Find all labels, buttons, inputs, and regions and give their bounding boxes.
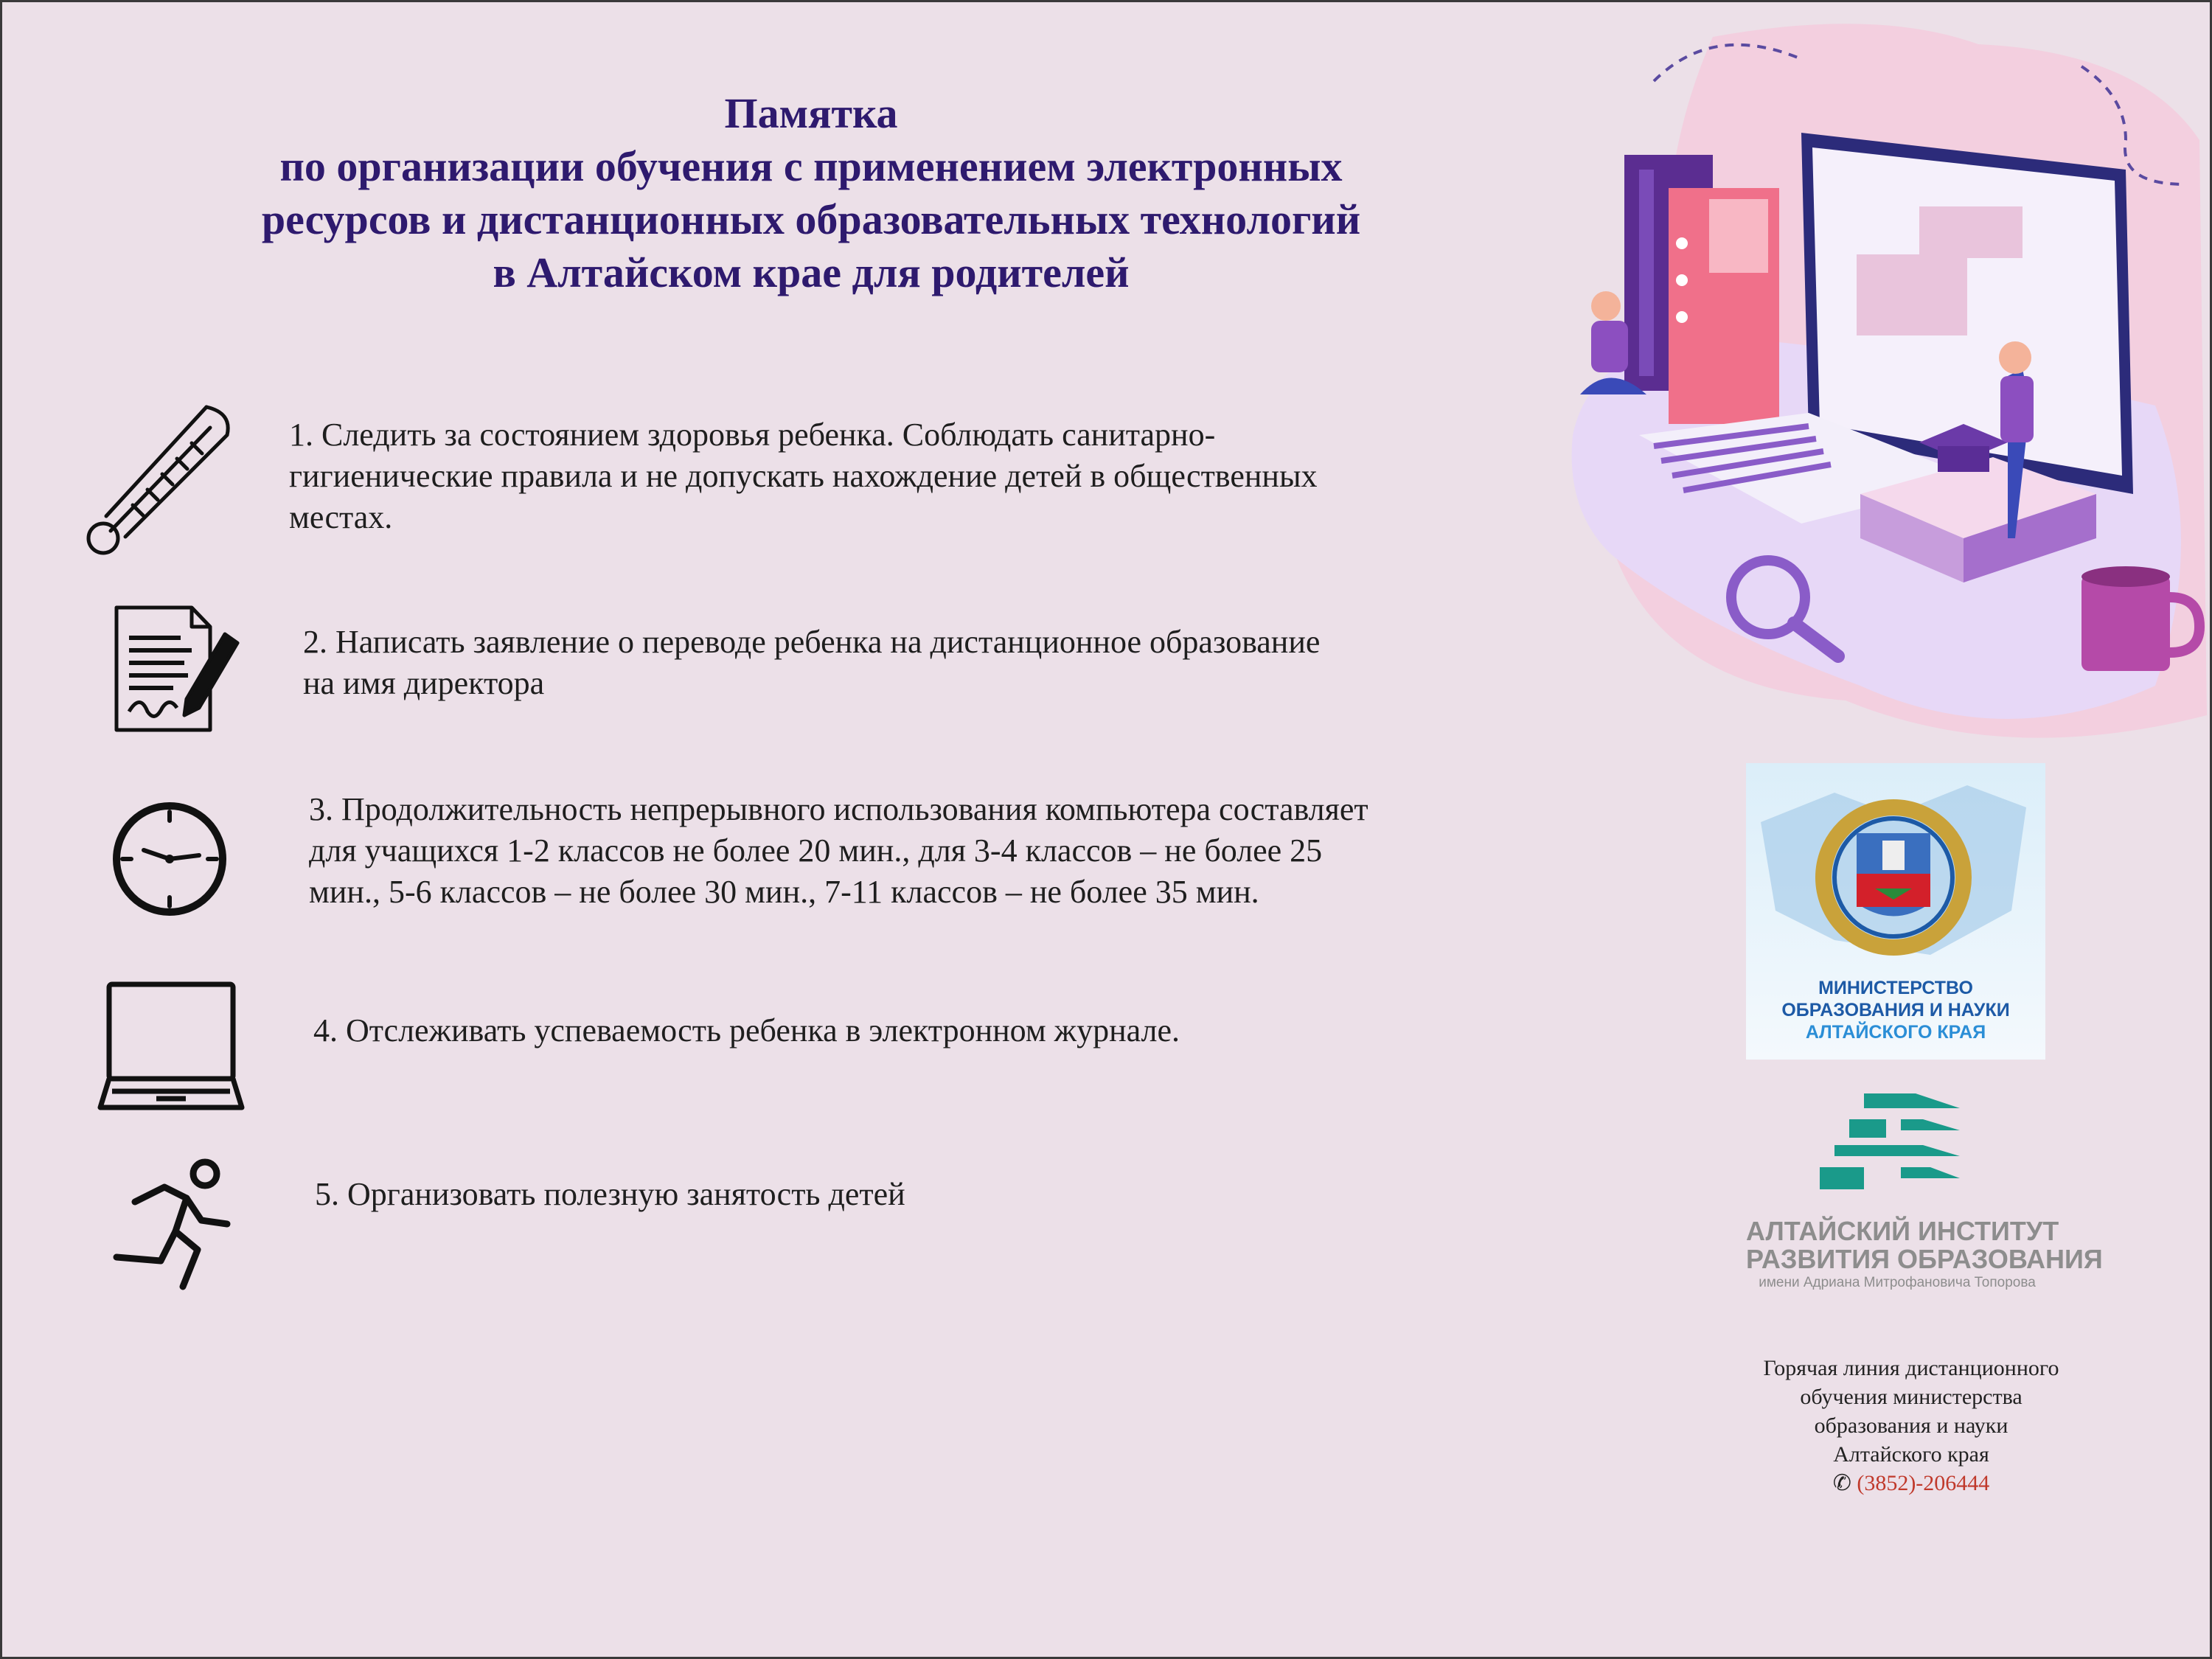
- document-sign-icon: [111, 605, 243, 734]
- institute-logo: [1746, 1086, 2103, 1300]
- item-text: гигиенические правила и не допускать нахождение детей в общественных: [289, 458, 1318, 494]
- ministry-logo-text: АЛТАЙСКОГО КРАЯ: [1805, 1022, 1986, 1043]
- item-text: 5. Организовать полезную занятость детей: [315, 1176, 905, 1212]
- title-line: по организации обучения с применением электронных: [279, 142, 1343, 190]
- clock-icon: [111, 800, 229, 918]
- hotline-info: [1690, 1354, 2132, 1498]
- item-text: 1. Следить за состоянием здоровья ребенка. Соблюдать санитарно-: [289, 417, 1216, 453]
- institute-name: АЛТАЙСКИЙ ИНСТИТУТ: [1746, 1216, 2059, 1246]
- ministry-logo-text: ОБРАЗОВАНИЯ И НАУКИ: [1781, 1000, 2010, 1020]
- laptop-icon: [97, 981, 245, 1113]
- hotline-text: образования и науки: [1814, 1413, 2008, 1438]
- hotline-phone[interactable]: (3852)-206444: [1857, 1471, 1990, 1495]
- ministry-logo: [1746, 763, 2045, 1060]
- list-item: [309, 789, 1368, 913]
- institute-emblem-icon: [1746, 1086, 2048, 1211]
- institute-subtitle: имени Адриана Митрофановича Топорова: [1759, 1275, 2036, 1290]
- page-title: [74, 87, 1548, 299]
- list-item: [315, 1174, 905, 1215]
- item-text: на имя директора: [303, 665, 545, 701]
- title-line: Памятка: [724, 89, 898, 137]
- phone-icon: ✆: [1832, 1471, 1851, 1495]
- institute-name: РАЗВИТИЯ ОБРАЗОВАНИЯ: [1746, 1244, 2103, 1274]
- thermometer-icon: [81, 398, 243, 560]
- online-learning-illustration: [1565, 22, 2207, 745]
- hotline-text: обучения министерства: [1800, 1385, 2023, 1409]
- title-line: в Алтайском крае для родителей: [493, 248, 1130, 296]
- list-item: [313, 1010, 1180, 1051]
- ministry-logo-text: МИНИСТЕРСТВО: [1818, 978, 1973, 998]
- hotline-text: Алтайского края: [1833, 1442, 1989, 1467]
- list-item: [303, 622, 1320, 704]
- list-item: [289, 414, 1318, 538]
- hotline-text: Горячая линия дистанционного: [1763, 1356, 2059, 1380]
- item-text: мин., 5-6 классов – не более 30 мин., 7-11 классов – не более 35 мин.: [309, 874, 1259, 910]
- item-text: 2. Написать заявление о переводе ребенка на дистанционное образование: [303, 624, 1321, 660]
- item-text: 3. Продолжительность непрерывного использования компьютера составляет: [309, 791, 1368, 827]
- coat-of-arms-icon: [1746, 763, 2045, 977]
- item-text: местах.: [289, 499, 393, 535]
- item-text: 4. Отслеживать успеваемость ребенка в электронном журнале.: [313, 1012, 1180, 1048]
- title-line: ресурсов и дистанционных образовательных технологий: [261, 195, 1361, 243]
- running-person-icon: [109, 1158, 242, 1294]
- item-text: для учащихся 1-2 классов не более 20 мин., для 3-4 классов – не более 25: [309, 832, 1323, 869]
